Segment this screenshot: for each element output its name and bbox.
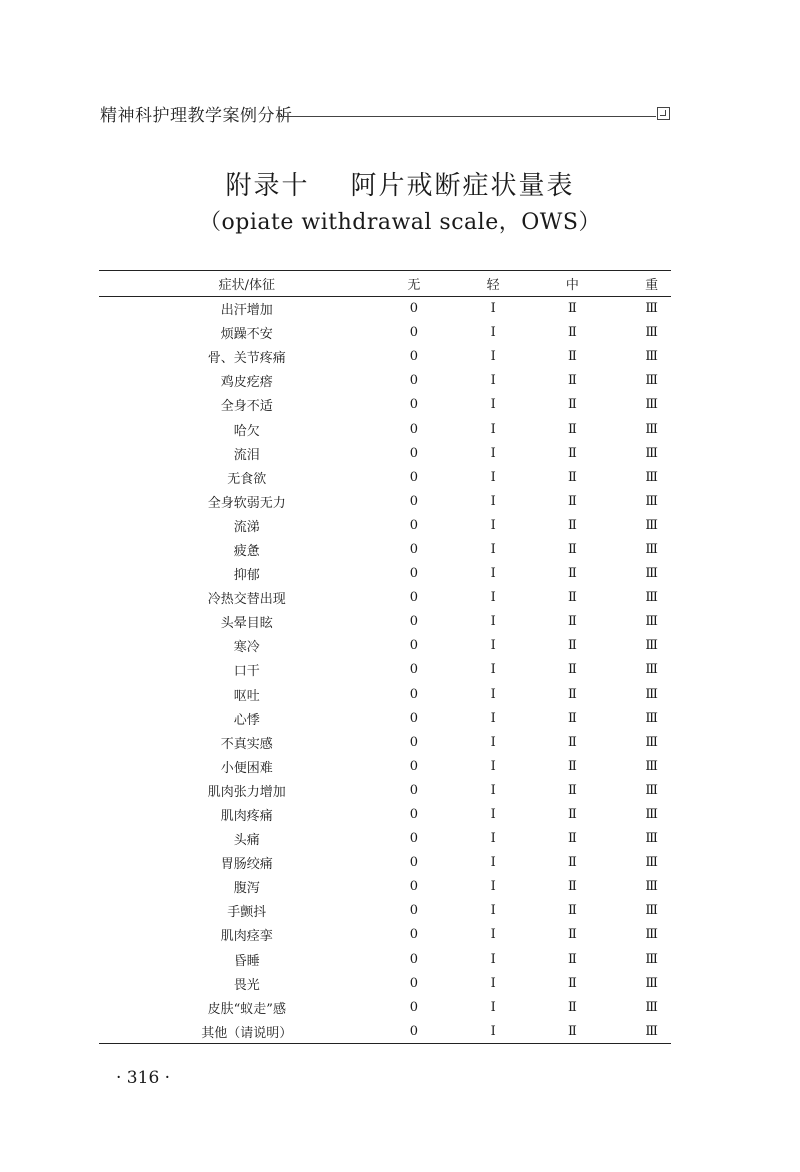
header-mild: 轻 [486, 278, 500, 293]
score-none-cell: 0 [409, 855, 419, 871]
header-severe: 重 [645, 278, 659, 293]
running-head-rule [278, 116, 656, 117]
corner-ornament-icon [657, 107, 670, 120]
symptom-cell: 头晕目眩 [220, 616, 273, 632]
score-none-cell: 0 [409, 493, 419, 509]
symptom-cell: 心悸 [233, 712, 260, 728]
score-severe-cell: Ⅲ [645, 999, 658, 1015]
table-row [99, 875, 671, 899]
table-row [99, 634, 671, 658]
score-moderate-cell: Ⅱ [567, 445, 577, 461]
table-row [99, 465, 671, 489]
score-moderate-cell: Ⅱ [567, 831, 577, 847]
symptom-cell: 呕吐 [233, 688, 260, 704]
score-mild-cell: Ⅰ [490, 373, 496, 389]
score-severe-cell: Ⅲ [645, 710, 658, 726]
score-moderate-cell: Ⅱ [567, 879, 577, 895]
score-mild-cell: Ⅰ [490, 831, 496, 847]
table-row [99, 586, 671, 610]
table-row [99, 417, 671, 441]
score-moderate-cell: Ⅱ [567, 493, 577, 509]
score-none-cell: 0 [409, 638, 419, 654]
table-row [99, 923, 671, 947]
symptom-cell: 其他（请说明） [201, 1025, 293, 1041]
table-row [99, 369, 671, 393]
symptom-cell: 肌肉张力增加 [207, 784, 286, 800]
score-none-cell: 0 [409, 541, 419, 557]
symptom-cell: 流泪 [233, 447, 260, 463]
table-row [99, 730, 671, 754]
score-moderate-cell: Ⅱ [567, 975, 577, 991]
score-none-cell: 0 [409, 686, 419, 702]
table-row [99, 827, 671, 851]
score-none-cell: 0 [409, 590, 419, 606]
table-row [99, 706, 671, 730]
score-moderate-cell: Ⅱ [567, 421, 577, 437]
score-severe-cell: Ⅲ [645, 301, 658, 317]
table-header-row [99, 271, 671, 297]
score-none-cell: 0 [409, 325, 419, 341]
score-severe-cell: Ⅲ [645, 1023, 658, 1039]
score-moderate-cell: Ⅱ [567, 590, 577, 606]
table-row [99, 971, 671, 995]
score-mild-cell: Ⅰ [490, 614, 496, 630]
score-mild-cell: Ⅰ [490, 638, 496, 654]
table-row [99, 802, 671, 826]
table-row [99, 489, 671, 513]
score-none-cell: 0 [409, 999, 419, 1015]
score-mild-cell: Ⅰ [490, 662, 496, 678]
score-severe-cell: Ⅲ [645, 855, 658, 871]
table-row [99, 995, 671, 1019]
score-mild-cell: Ⅰ [490, 975, 496, 991]
table-row [99, 658, 671, 682]
table-row [99, 851, 671, 875]
score-none-cell: 0 [409, 517, 419, 533]
table-row [99, 393, 671, 417]
score-severe-cell: Ⅲ [645, 349, 658, 365]
score-mild-cell: Ⅰ [490, 999, 496, 1015]
symptom-cell: 寒冷 [233, 640, 260, 656]
score-none-cell: 0 [409, 710, 419, 726]
table-row [99, 441, 671, 465]
score-moderate-cell: Ⅱ [567, 614, 577, 630]
table-body [99, 297, 671, 1044]
score-mild-cell: Ⅰ [490, 807, 496, 823]
score-none-cell: 0 [409, 758, 419, 774]
score-none-cell: 0 [409, 301, 419, 317]
symptom-cell: 无食欲 [227, 471, 267, 487]
score-none-cell: 0 [409, 349, 419, 365]
score-none-cell: 0 [409, 975, 419, 991]
score-none-cell: 0 [409, 782, 419, 798]
score-severe-cell: Ⅲ [645, 469, 658, 485]
symptom-cell: 皮肤“蚁走”感 [207, 1001, 286, 1017]
score-mild-cell: Ⅰ [490, 758, 496, 774]
symptom-table-container [99, 270, 671, 1044]
symptom-cell: 鸡皮疙瘩 [220, 375, 273, 391]
page-subtitle: （opiate withdrawal scale，OWS） [199, 210, 601, 235]
score-mild-cell: Ⅰ [490, 855, 496, 871]
table-row [99, 1019, 671, 1043]
symptom-cell: 疲惫 [233, 543, 260, 559]
symptom-cell: 畏光 [233, 977, 260, 993]
score-severe-cell: Ⅲ [645, 758, 658, 774]
score-none-cell: 0 [409, 927, 419, 943]
table-row [99, 778, 671, 802]
running-head-text: 精神科护理教学案例分析 [100, 106, 293, 126]
score-moderate-cell: Ⅱ [567, 566, 577, 582]
symptom-cell: 口干 [233, 664, 260, 680]
score-mild-cell: Ⅰ [490, 951, 496, 967]
symptom-cell: 昏睡 [233, 953, 260, 969]
symptom-cell: 胃肠绞痛 [220, 857, 273, 873]
score-severe-cell: Ⅲ [645, 638, 658, 654]
score-none-cell: 0 [409, 421, 419, 437]
table-row [99, 947, 671, 971]
score-severe-cell: Ⅲ [645, 325, 658, 341]
header-symptom: 症状/体征 [218, 278, 275, 293]
score-mild-cell: Ⅰ [490, 566, 496, 582]
score-severe-cell: Ⅲ [645, 566, 658, 582]
score-mild-cell: Ⅰ [490, 541, 496, 557]
score-moderate-cell: Ⅱ [567, 373, 577, 389]
score-severe-cell: Ⅲ [645, 831, 658, 847]
symptom-cell: 不真实感 [220, 736, 273, 752]
symptom-cell: 全身软弱无力 [207, 495, 286, 511]
score-moderate-cell: Ⅱ [567, 782, 577, 798]
score-none-cell: 0 [409, 807, 419, 823]
score-severe-cell: Ⅲ [645, 397, 658, 413]
score-severe-cell: Ⅲ [645, 927, 658, 943]
score-none-cell: 0 [409, 734, 419, 750]
page-title: 附录十 阿片戒断症状量表 [225, 171, 575, 201]
score-severe-cell: Ⅲ [645, 879, 658, 895]
table-row [99, 345, 671, 369]
symptom-cell: 小便困难 [220, 760, 273, 776]
score-severe-cell: Ⅲ [645, 807, 658, 823]
score-mild-cell: Ⅰ [490, 734, 496, 750]
table-row [99, 682, 671, 706]
score-mild-cell: Ⅰ [490, 590, 496, 606]
score-severe-cell: Ⅲ [645, 517, 658, 533]
score-mild-cell: Ⅰ [490, 349, 496, 365]
score-none-cell: 0 [409, 373, 419, 389]
symptom-cell: 抑郁 [233, 568, 260, 584]
score-none-cell: 0 [409, 397, 419, 413]
score-none-cell: 0 [409, 879, 419, 895]
table-row [99, 754, 671, 778]
score-moderate-cell: Ⅱ [567, 927, 577, 943]
running-head [100, 104, 672, 128]
table-row [99, 513, 671, 537]
score-severe-cell: Ⅲ [645, 975, 658, 991]
score-mild-cell: Ⅰ [490, 445, 496, 461]
score-mild-cell: Ⅰ [490, 782, 496, 798]
symptom-cell: 骨、关节疼痛 [207, 351, 286, 367]
score-mild-cell: Ⅰ [490, 469, 496, 485]
symptom-cell: 头痛 [233, 833, 260, 849]
table-row [99, 537, 671, 561]
table-row [99, 899, 671, 923]
score-moderate-cell: Ⅱ [567, 807, 577, 823]
score-severe-cell: Ⅲ [645, 782, 658, 798]
score-moderate-cell: Ⅱ [567, 325, 577, 341]
score-severe-cell: Ⅲ [645, 686, 658, 702]
symptom-cell: 流涕 [233, 519, 260, 535]
score-moderate-cell: Ⅱ [567, 903, 577, 919]
score-none-cell: 0 [409, 469, 419, 485]
score-moderate-cell: Ⅱ [567, 397, 577, 413]
score-mild-cell: Ⅰ [490, 927, 496, 943]
score-severe-cell: Ⅲ [645, 373, 658, 389]
score-mild-cell: Ⅰ [490, 879, 496, 895]
score-none-cell: 0 [409, 566, 419, 582]
symptom-cell: 出汗增加 [220, 303, 273, 319]
score-none-cell: 0 [409, 1023, 419, 1039]
score-mild-cell: Ⅰ [490, 493, 496, 509]
score-mild-cell: Ⅰ [490, 397, 496, 413]
symptom-cell: 烦躁不安 [220, 327, 273, 343]
score-severe-cell: Ⅲ [645, 734, 658, 750]
score-moderate-cell: Ⅱ [567, 999, 577, 1015]
score-severe-cell: Ⅲ [645, 951, 658, 967]
score-mild-cell: Ⅰ [490, 1023, 496, 1039]
score-moderate-cell: Ⅱ [567, 710, 577, 726]
score-moderate-cell: Ⅱ [567, 734, 577, 750]
score-mild-cell: Ⅰ [490, 421, 496, 437]
score-moderate-cell: Ⅱ [567, 855, 577, 871]
symptom-cell: 肌肉疼痛 [220, 809, 273, 825]
score-moderate-cell: Ⅱ [567, 638, 577, 654]
symptom-table [99, 270, 671, 1044]
score-moderate-cell: Ⅱ [567, 662, 577, 678]
score-severe-cell: Ⅲ [645, 493, 658, 509]
score-moderate-cell: Ⅱ [567, 301, 577, 317]
table-row [99, 610, 671, 634]
symptom-cell: 手颤抖 [227, 905, 267, 921]
table-row [99, 297, 671, 321]
symptom-cell: 全身不适 [220, 399, 273, 415]
table-row [99, 562, 671, 586]
header-none: 无 [407, 278, 421, 293]
score-mild-cell: Ⅰ [490, 710, 496, 726]
score-moderate-cell: Ⅱ [567, 349, 577, 365]
score-moderate-cell: Ⅱ [567, 469, 577, 485]
score-moderate-cell: Ⅱ [567, 517, 577, 533]
symptom-cell: 冷热交替出现 [207, 592, 286, 608]
score-none-cell: 0 [409, 445, 419, 461]
score-moderate-cell: Ⅱ [567, 686, 577, 702]
score-none-cell: 0 [409, 614, 419, 630]
score-severe-cell: Ⅲ [645, 903, 658, 919]
symptom-cell: 腹泻 [233, 881, 260, 897]
score-mild-cell: Ⅰ [490, 301, 496, 317]
score-none-cell: 0 [409, 831, 419, 847]
score-moderate-cell: Ⅱ [567, 951, 577, 967]
score-moderate-cell: Ⅱ [567, 1023, 577, 1039]
score-mild-cell: Ⅰ [490, 325, 496, 341]
score-severe-cell: Ⅲ [645, 541, 658, 557]
score-severe-cell: Ⅲ [645, 590, 658, 606]
table-row [99, 321, 671, 345]
score-mild-cell: Ⅰ [490, 517, 496, 533]
score-severe-cell: Ⅲ [645, 662, 658, 678]
score-severe-cell: Ⅲ [645, 614, 658, 630]
score-severe-cell: Ⅲ [645, 445, 658, 461]
page-number: · 316 · [116, 1068, 171, 1088]
symptom-cell: 哈欠 [233, 423, 260, 439]
symptom-cell: 肌肉痉挛 [220, 929, 273, 945]
score-none-cell: 0 [409, 903, 419, 919]
score-none-cell: 0 [409, 951, 419, 967]
score-moderate-cell: Ⅱ [567, 758, 577, 774]
score-mild-cell: Ⅰ [490, 903, 496, 919]
score-moderate-cell: Ⅱ [567, 541, 577, 557]
score-none-cell: 0 [409, 662, 419, 678]
score-severe-cell: Ⅲ [645, 421, 658, 437]
score-mild-cell: Ⅰ [490, 686, 496, 702]
header-moderate: 中 [565, 278, 579, 293]
